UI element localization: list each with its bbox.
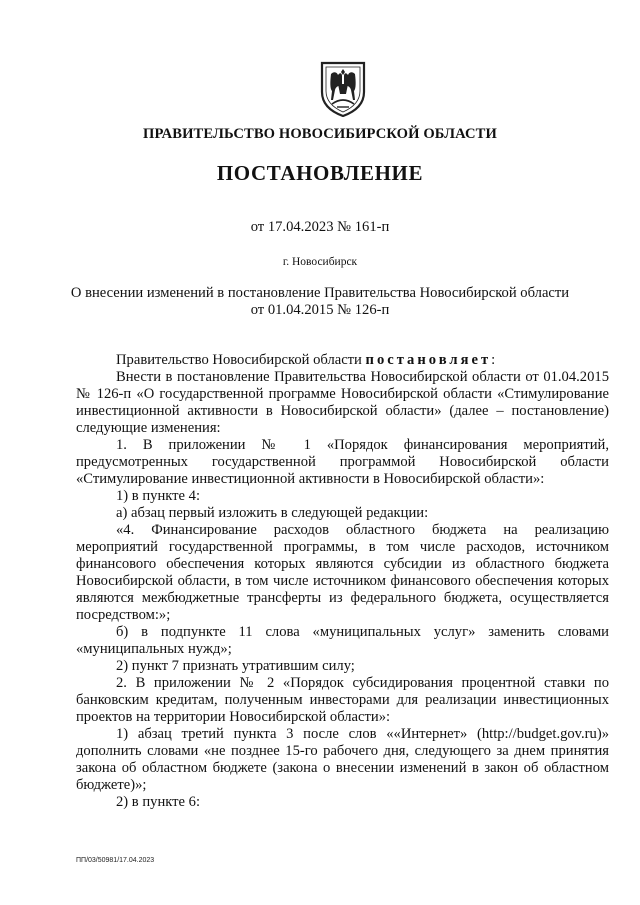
coat-of-arms-icon xyxy=(318,60,368,117)
paragraph: «4. Финансирование расходов областного бюджета на реализацию мероприятий государственной программы, в том числе расходов, источником финансового обеспечения которых являются субсидии из областного бюджета Новосибирской области, в том числе источником финансового обеспечения которых являются межбюджетные трансферты из федерального бюджета, осуществляется посредством:»; xyxy=(76,522,609,623)
paragraph: 1) в пункте 4: xyxy=(116,488,201,504)
document-city: г. Новосибирск xyxy=(282,256,358,268)
footer-code: ПП/03/50981/17.04.2023 xyxy=(76,857,155,864)
document-type: ПОСТАНОВЛЕНИЕ xyxy=(216,161,424,185)
document-date-number: от 17.04.2023 № 161-п xyxy=(250,219,390,235)
paragraph: 2) пункт 7 признать утратившим силу; xyxy=(116,658,355,674)
paragraph: Внести в постановление Правительства Новосибирской области от 01.04.2015 № 126-п «О государственной программе Новосибирской области «Стимулирование инвестиционной активности в Новосибирской области» (далее – постановление) следующие изменения: xyxy=(76,369,609,436)
paragraph: 1. В приложении № 1 «Порядок финансирования мероприятий, предусмотренных государственной программой Новосибирской области «Стимулирование инвестиционной активности в Новосибирской области»: xyxy=(76,437,609,487)
document-subject xyxy=(0,285,640,319)
paragraph: 2. В приложении № 2 «Порядок субсидирования процентной ставки по банковским кредитам, полученным инвесторами для реализации инвестиционных проектов на территории Новосибирской области»: xyxy=(76,675,609,725)
paragraph: 1) абзац третий пункта 3 после слов ««Интернет» (http://budget.gov.ru)» дополнить словами «не позднее 15-го рабочего дня, следующего за днем принятия закона об областном бюджете (закона о внесении изменений в закон об областном бюджете)»; xyxy=(76,726,609,793)
paragraph: 2) в пункте 6: xyxy=(116,794,201,810)
subject-line: от 01.04.2015 № 126-п xyxy=(250,302,390,318)
paragraph-lead xyxy=(76,352,609,369)
paragraph: а) абзац первый изложить в следующей редакции: xyxy=(116,505,429,521)
organization-title: ПРАВИТЕЛЬСТВО НОВОСИБИРСКОЙ ОБЛАСТИ xyxy=(143,126,497,142)
paragraph: б) в подпункте 11 слова «муниципальных услуг» заменить словами «муниципальных нужд»; xyxy=(76,624,609,657)
lead-suffix: : xyxy=(491,352,496,368)
lead-prefix: Правительство Новосибирской области xyxy=(116,352,366,368)
subject-line: О внесении изменений в постановление Правительства Новосибирской области xyxy=(70,285,570,301)
document-body xyxy=(76,352,609,811)
lead-keyword: постановляет xyxy=(365,352,492,368)
